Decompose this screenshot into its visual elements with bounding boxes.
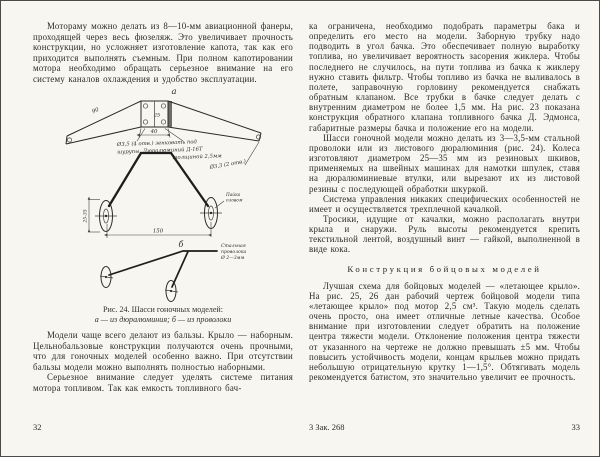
section-heading-combat-models: Конструкция бойцовых моделей (347, 263, 542, 274)
end-holes-note: Ø3,3 (2 отв.) (209, 158, 247, 171)
figure-caption (33, 305, 293, 324)
page-right (309, 21, 580, 382)
holes-annotation (116, 137, 223, 163)
paragraph-fuel-system: Серьезное внимание следует уделять системе питания мотора топливом. Так как емкость топливного бач- (33, 372, 293, 393)
screw-hole (143, 104, 147, 108)
figure-caption-line2: а — из дюралюминия; б — из проволоки (94, 314, 232, 324)
dim-arm-length: 90 (91, 106, 100, 116)
paragraph-control-system: Система управления никаких специфических особенностей не имеет и осуществляется трехплечной качалкой. (309, 193, 580, 214)
dim-track-width: 150 (152, 228, 164, 235)
right-page-footer (309, 422, 580, 432)
label-b: б (178, 240, 184, 249)
wheel-note-line1: Пайка (226, 193, 241, 198)
figure-caption-line1: Рис. 24. Шасси гоночных моделей: (102, 305, 223, 314)
dim-plate-height: 25 (153, 112, 161, 119)
wire-chassis-view (100, 240, 247, 302)
duralumin-chassis-top-view (66, 87, 261, 171)
section-hatch (169, 101, 173, 127)
screw-hole (143, 120, 147, 124)
page-left (33, 21, 293, 393)
end-hole (67, 138, 71, 142)
printer-signature-mark: 3 Зак. 268 (309, 422, 345, 432)
page-number-right: 33 (571, 422, 580, 432)
page-number-left: 32 (33, 422, 42, 432)
wire-note-line2: проволока (221, 250, 247, 255)
paragraph-motor-mount: Мотораму можно делать из 8—10-мм авиационной фанеры, проходящей через весь фюзеляж. Это увеличивает прочность конструкции, но усложняет изготовление капота, так как его приходится выполнять съемным. При полном капотировании мотора необходимо обращать серьезное внимание на его систему каналов охлаждения и удобство эксплуатации. (33, 21, 293, 84)
paragraph-cables: Тросики, идущие от качалки, можно располагать внутри крыла и снаружи. Руль высоты рекомендуется крепить текстильной лентой, воздушный винт — гайкой, выполненной в виде кока. (309, 213, 580, 255)
label-a: а (171, 87, 177, 97)
paragraph-chassis: Шасси гоночной модели можно делать из 3—3,5-мм стальной проволоки или из листового дюралюминия (рис. 24). Колеса изготовляют диаметром 25—35 мм из резиновых шкивов, применяемых на швейных машинах для намотки шпулек, ставя на дюралюминиевые втулки, или вырезают их из листовой резины с последующей обработки шкуркой. (309, 132, 580, 194)
dim-wheel-diameter: 25-35 (83, 209, 89, 223)
wire-note-line1: Стальная (221, 244, 246, 249)
wire-note-line3: Ø 2—3мм (221, 256, 245, 261)
paragraph-fuel-tank: ка ограничена, необходимо подобрать параметры бака и определить его место на модели. Заборную трубку надо подводить в угол бачка. Это обеспечивает полную выработку топлива, но увеличивает вероятность засорения жиклера. Чтобы последнего не случилось, на пути топлива из бачка к жиклеру нужно ставить фильтр. Чтобы топливо из бачка не выливалось в полете, заправочную горловину рекомендуется снабжать обратным клапаном. Все трубки в бачке следует делать с внутренним диаметром не более 1,5 мм. На рис. 23 показана конструкция обратного клапана топливного бачка Д. Эдмонса, габаритные размеры бачка и положение его на модели. (309, 21, 580, 133)
paragraph-balsa: Модели чаще всего делают из бальзы. Крыло — наборным. Цельнобальзовые конструкции получаются очень прочными, что для гоночных моделей особенно важно. При отсутствии бальзы модели можно выполнять полностью наборными. (33, 330, 293, 372)
screw-hole (161, 104, 165, 108)
wheel-note-line2: оловом (226, 198, 243, 204)
paragraph-combat-models: Лучшая схема для бойцовых моделей — «летающее крыло». На рис. 25, 26 дан рабочий чертеж бойцовой модели типа «летающее крыло» под мотор 2,5 см³. Такую модель сделать очень просто, она имеет отличные летные качества. Особое внимание при изготовлении следует обратить на положение центра тяжести модели. Отклонение положения центра тяжести от указанного на чертеже не должно превышать ±5 мм. Чтобы повысить устойчивость модели, концам крыльев можно придать небольшую отрицательную крутку 1—1,5°. Обтягивать модель рекомендуется батистом, это значительно увеличит ее прочность. (309, 280, 580, 382)
dim-plate-width: 40 (150, 129, 158, 135)
figure-24-chassis-diagram (33, 85, 293, 324)
holes-note-line1: Ø3,5 (4 отв.) зенковать под (116, 139, 197, 148)
screw-hole (161, 120, 165, 124)
chassis-drawing (33, 85, 293, 303)
holes-note-line3: толщиной 2,5мм (172, 153, 222, 162)
holes-note-line2: шурупы. Дюралюминий Д-16Т (117, 146, 203, 156)
